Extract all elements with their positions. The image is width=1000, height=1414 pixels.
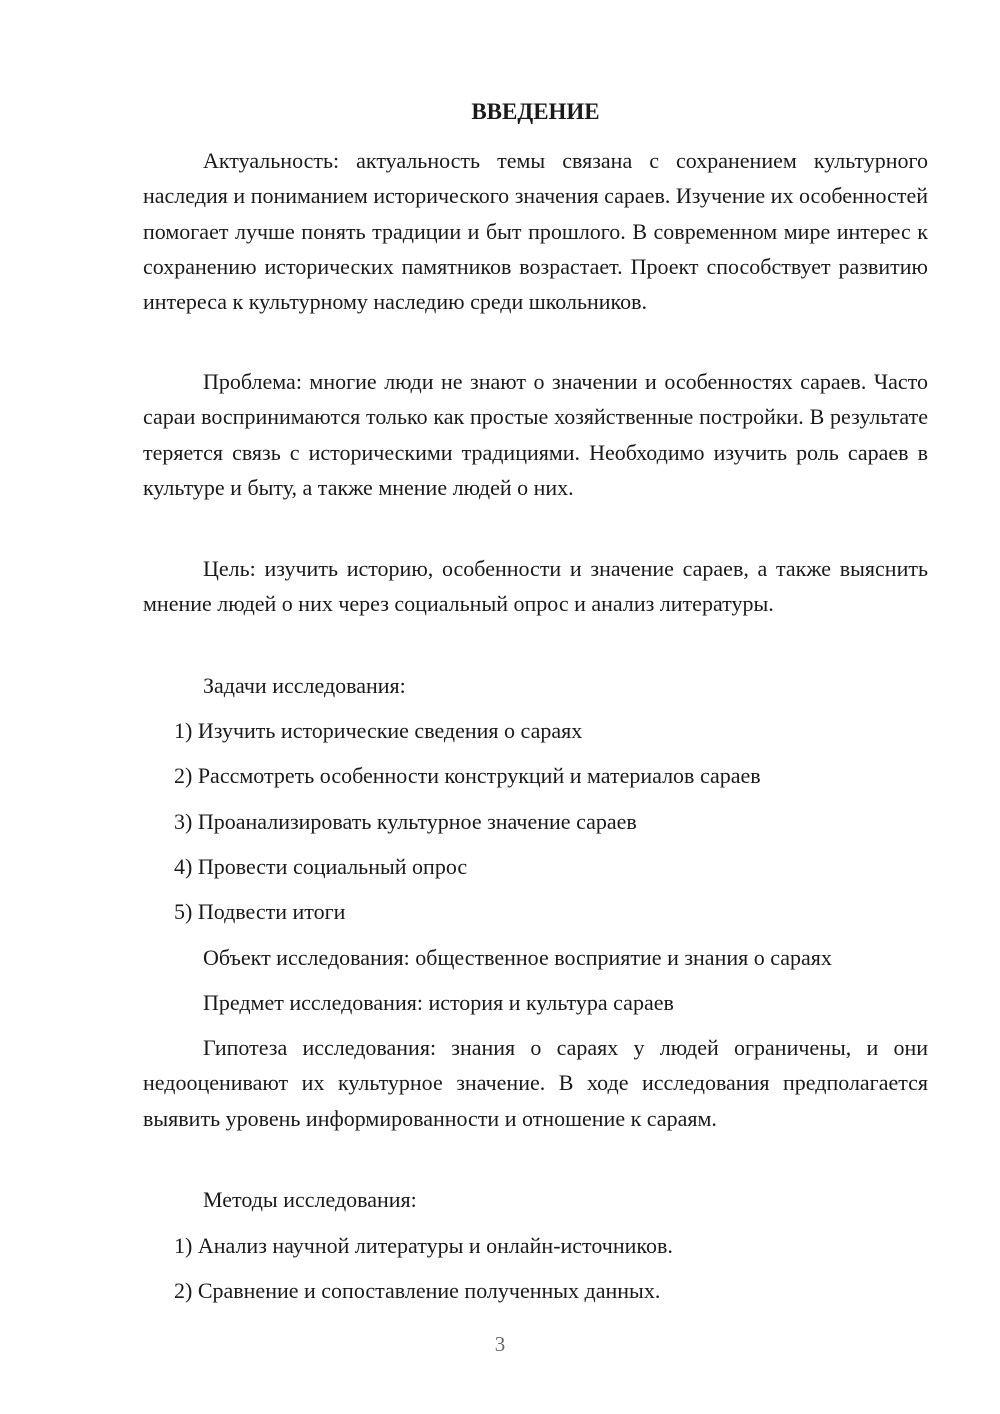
relevance-paragraph: Актуальность: актуальность темы связана с сохранением культурного наследия и пониманием исторического значения сараев. Изучение их особенностей помогает лучше понять традиции и быт прошлого. В современном мире интерес к сохранению исторических памятников возрастает. Проект способствует развитию интереса к культурному наследию среди школьников. xyxy=(143,148,928,315)
tasks-heading: Задачи исследования: xyxy=(203,673,406,698)
problem-paragraph: Проблема: многие люди не знают о значении и особенностях сараев. Часто сараи воспринимаются только как простые хозяйственные постройки. В результате теряется связь с историческими традициями. Необходимо изучить роль сараев в культуре и быту, а также мнение людей о них. xyxy=(143,369,928,500)
method-item-1: 1) Анализ научной литературы и онлайн-источников. xyxy=(174,1233,673,1258)
methods-heading: Методы исследования: xyxy=(203,1187,417,1212)
research-subject: Предмет исследования: история и культура сараев xyxy=(203,990,674,1015)
research-object: Объект исследования: общественное восприятие и знания о сараях xyxy=(203,945,832,970)
hypothesis-paragraph: Гипотеза исследования: знания о сараях у людей ограничены, и они недооценивают их культурное значение. В ходе исследования предполагается выявить уровень информированности и отношение к сараям. xyxy=(143,1035,928,1131)
page-title: ВВЕДЕНИЕ xyxy=(471,99,600,124)
task-item-2: 2) Рассмотреть особенности конструкций и материалов сараев xyxy=(174,763,761,788)
task-item-3: 3) Проанализировать культурное значение сараев xyxy=(174,809,637,834)
goal-paragraph: Цель: изучить историю, особенности и значение сараев, а также выяснить мнение людей о них через социальный опрос и анализ литературы. xyxy=(143,556,928,617)
task-item-1: 1) Изучить исторические сведения о сараях xyxy=(174,718,583,743)
task-item-5: 5) Подвести итоги xyxy=(174,899,346,924)
task-item-4: 4) Провести социальный опрос xyxy=(174,854,468,879)
page-number: 3 xyxy=(494,1332,506,1356)
method-item-2: 2) Сравнение и сопоставление полученных данных. xyxy=(174,1278,661,1303)
